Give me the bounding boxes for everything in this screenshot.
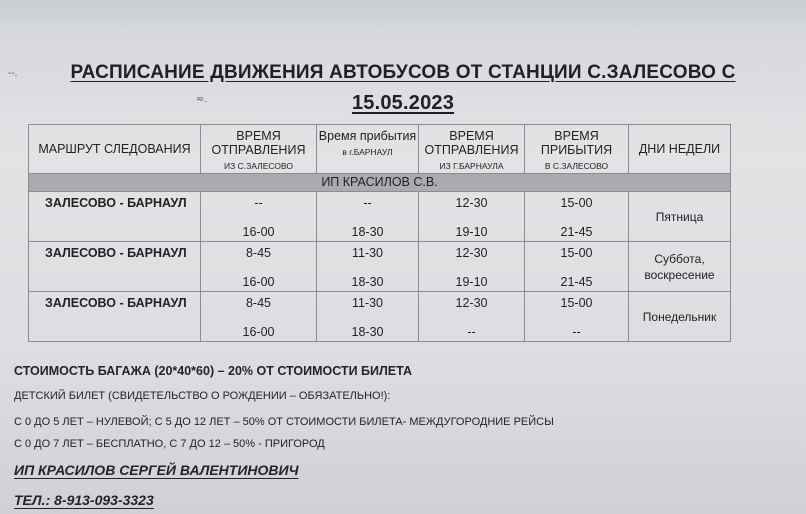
days-of-week: Суббота, воскресение [629,242,731,292]
time-morning: -- [254,196,263,210]
column-header-departure-barnaul [419,125,525,174]
departure-zalesovo-cell [201,292,317,342]
time-evening: 16-00 [242,325,275,339]
time-morning: 8-45 [245,246,272,260]
time-morning: 11-30 [351,246,384,260]
header-sublabel: ИЗ С.ЗАЛЕСОВО [224,161,293,171]
header-label: ВРЕМЯ ПРИБЫТИЯ [540,129,613,157]
suburban-child-rate-note: С 0 ДО 7 ЛЕТ – БЕСПЛАТНО, С 7 ДО 12 – 50% - ПРИГОРОД [14,438,325,450]
time-evening: -- [467,325,476,339]
child-ticket-note: ДЕТСКИЙ БИЛЕТ (СВИДЕТЕЛЬСТВО О РОЖДЕНИИ – ОБЯЗАТЕЛЬНО!): [14,390,391,402]
column-header-days: ДНИ НЕДЕЛИ [629,125,731,174]
route-name: ЗАЛЕСОВО - БАРНАУЛ [29,192,201,242]
header-label: ВРЕМЯ ОТПРАВЛЕНИЯ [424,129,519,157]
header-sublabel: ИЗ Г.БАРНАУЛА [439,161,504,171]
scribble-mark: ‑‑. [8,68,18,79]
page-title-date: 15.05.2023 [351,92,455,114]
operator-name: ИП КРАСИЛОВ С.В. [29,174,731,192]
time-evening: 16-00 [242,275,275,289]
time-morning: 12-30 [455,296,488,310]
route-name: ЗАЛЕСОВО - БАРНАУЛ [29,292,201,342]
time-morning: 8-45 [245,296,272,310]
arrival-zalesovo-cell [525,292,629,342]
column-header-route: МАРШРУТ СЛЕДОВАНИЯ [29,125,201,174]
time-evening: -- [572,325,581,339]
time-evening: 19-10 [455,275,488,289]
days-of-week: Пятница [629,192,731,242]
column-header-arrival-barnaul [317,125,419,174]
departure-zalesovo-cell [201,242,317,292]
time-evening: 16-00 [242,225,275,239]
intercity-child-rate-note: С 0 ДО 5 ЛЕТ – НУЛЕВОЙ; С 5 ДО 12 ЛЕТ – 50% ОТ СТОИМОСТИ БИЛЕТА- МЕЖДУГОРОДНИЕ РЕЙСЫ [14,416,554,428]
time-morning: 15-00 [560,196,593,210]
departure-barnaul-cell [419,192,525,242]
time-morning: -- [363,196,372,210]
time-morning: 11-30 [351,296,384,310]
arrival-barnaul-cell [317,242,419,292]
column-header-departure-zalesovo [201,125,317,174]
arrival-barnaul-cell [317,192,419,242]
days-of-week: Понедельник [629,292,731,342]
table-row [29,192,731,242]
header-label: ВРЕМЯ ОТПРАВЛЕНИЯ [211,129,306,157]
phone-number: ТЕЛ.: 8-913-093-3323 [14,492,154,508]
scribble-mark: ≂. [196,94,208,105]
header-sublabel: В С.ЗАЛЕСОВО [544,161,609,171]
departure-zalesovo-cell [201,192,317,242]
route-name: ЗАЛЕСОВО - БАРНАУЛ [29,242,201,292]
time-evening: 19-10 [455,225,488,239]
time-evening: 21-45 [560,275,593,289]
table-row [29,292,731,342]
time-evening: 18-30 [351,225,384,239]
time-morning: 12-30 [455,246,488,260]
arrival-zalesovo-cell [525,242,629,292]
table-row [29,242,731,292]
table-header-row [29,125,731,174]
header-sublabel: в г.БАРНАУЛ [342,147,393,157]
arrival-barnaul-cell [317,292,419,342]
time-morning: 15-00 [560,246,593,260]
page-title: РАСПИСАНИЕ ДВИЖЕНИЯ АВТОБУСОВ ОТ СТАНЦИИ С.ЗАЛЕСОВО С [70,62,736,83]
header-label: Время прибытия [318,129,417,143]
operator-row [29,174,731,192]
time-morning: 12-30 [455,196,488,210]
time-evening: 18-30 [351,275,384,289]
schedule-table [28,124,731,342]
time-evening: 21-45 [560,225,593,239]
baggage-price-note: СТОИМОСТЬ БАГАЖА (20*40*60) – 20% ОТ СТОИМОСТИ БИЛЕТА [14,364,412,378]
arrival-zalesovo-cell [525,192,629,242]
departure-barnaul-cell [419,242,525,292]
owner-name: ИП КРАСИЛОВ СЕРГЕЙ ВАЛЕНТИНОВИЧ [14,462,299,478]
departure-barnaul-cell [419,292,525,342]
time-evening: 18-30 [351,325,384,339]
column-header-arrival-zalesovo [525,125,629,174]
time-morning: 15-00 [560,296,593,310]
